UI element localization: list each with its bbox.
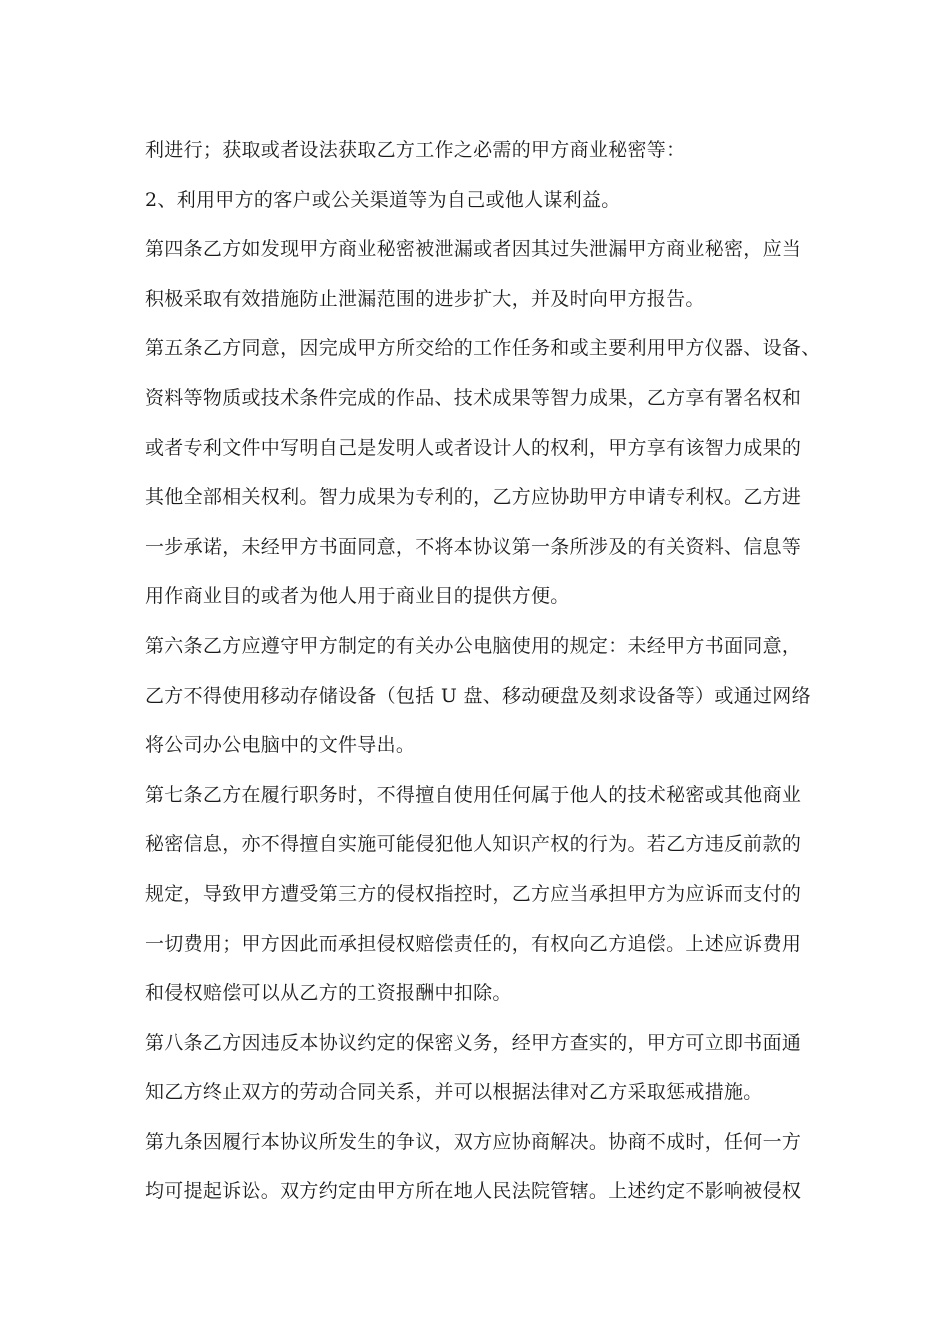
text-line: 规定，导致甲方遭受第三方的侵权指控时，乙方应当承担甲方为应诉而支付的 [145,882,802,905]
text-line: 一切费用；甲方因此而承担侵权赔偿责任的，有权向乙方追偿。上述应诉费用 [145,932,802,955]
text-line: 知乙方终止双方的劳动合同关系，并可以根据法律对乙方采取惩戒措施。 [145,1081,763,1104]
text-line: 其他全部相关权利。智力成果为专利的，乙方应协助甲方申请专利权。乙方进 [145,486,802,509]
text-line: 第八条乙方因违反本协议约定的保密义务，经甲方查实的，甲方可立即书面通 [145,1031,802,1054]
text-line: 乙方不得使用移动存储设备（包括 U 盘、移动硬盘及刻求设备等）或通过网络 [145,684,811,707]
text-line: 和侵权赔偿可以从乙方的工资报酬中扣除。 [145,982,512,1005]
text-line: 用作商业目的或者为他人用于商业目的提供方便。 [145,585,570,608]
text-line: 第六条乙方应遵守甲方制定的有关办公电脑使用的规定：未经甲方书面同意， [145,634,802,657]
text-line: 均可提起诉讼。双方约定由甲方所在地人民法院管辖。上述约定不影响被侵权 [145,1180,802,1203]
text-line: 一步承诺，未经甲方书面同意，不将本协议第一条所涉及的有关资料、信息等 [145,535,802,558]
text-line: 第五条乙方同意，因完成甲方所交给的工作任务和或主要利用甲方仪器、设备、 [145,337,821,360]
document-body [145,130,821,1221]
text-line: 2、利用甲方的客户或公关渠道等为自己或他人谋利益。 [145,188,621,211]
text-line: 利进行；获取或者设法获取乙方工作之必需的甲方商业秘密等： [145,139,686,161]
text-line: 第七条乙方在履行职务时，不得擅自使用任何属于他人的技术秘密或其他商业 [145,783,802,806]
text-line: 积极采取有效措施防止泄漏范围的进步扩大，并及时向甲方报告。 [145,287,705,310]
text-line: 资料等物质或技术条件完成的作品、技术成果等智力成果，乙方享有署名权和 [145,386,802,409]
text-line: 第四条乙方如发现甲方商业秘密被泄漏或者因其过失泄漏甲方商业秘密，应当 [145,238,802,261]
text-line: 将公司办公电脑中的文件导出。 [145,734,416,757]
text-line: 秘密信息，亦不得擅自实施可能侵犯他人知识产权的行为。若乙方违反前款的 [145,833,802,856]
text-line: 或者专利文件中写明自己是发明人或者设计人的权利，甲方享有该智力成果的 [145,436,802,459]
text-line: 第九条因履行本协议所发生的争议，双方应协商解决。协商不成时，任何一方 [145,1130,802,1153]
